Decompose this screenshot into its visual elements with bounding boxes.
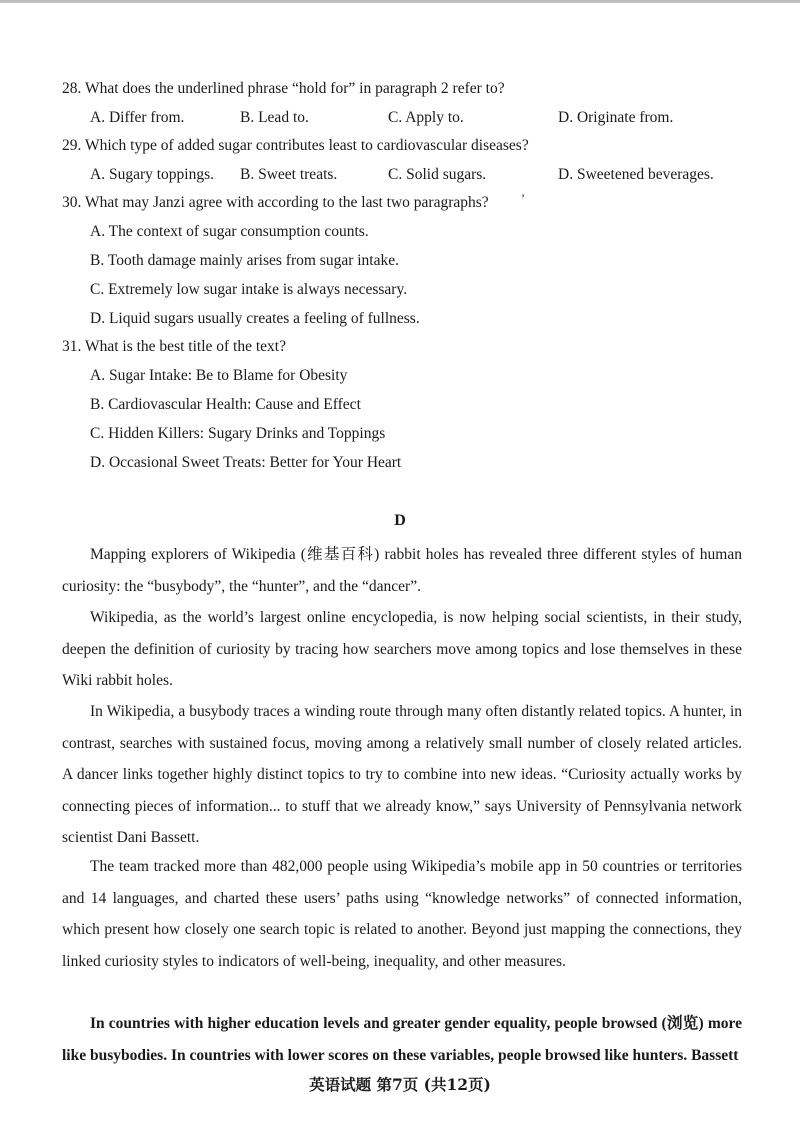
question-30-stem: 30. What may Janzi agree with according to the last two paragraphs? [62,194,489,211]
question-29-option-b: B. Sweet treats. [240,166,338,183]
question-29-option-d: D. Sweetened beverages. [558,166,714,183]
passage-paragraph-4: The team tracked more than 482,000 people using Wikipedia’s mobile app in 50 countries or territories and 14 languages, and charted these users’ paths using “knowledge networks” of connected information, which present how closely one search topic is related to another. Beyond just mapping the connections, they linked curiosity styles to indicators of well-being, inequality, and other measures. [62,858,742,970]
question-28-option-d: D. Originate from. [558,109,674,126]
passage-paragraph-2: Wikipedia, as the world’s largest online encyclopedia, is now helping social scientists, in their study, deepen the definition of curiosity by tracing how searchers move among topics and lose themselves in these Wiki rabbit holes. [62,609,742,689]
question-29-option-c: C. Solid sugars. [388,166,487,183]
question-28-stem: 28. What does the underlined phrase “hold for” in paragraph 2 refer to? [62,80,505,97]
question-28-option-a: A. Differ from. [90,109,185,126]
question-31-stem: 31. What is the best title of the text? [62,338,286,355]
question-29-option-a: A. Sugary toppings. [90,166,214,183]
passage-paragraph-1: Mapping explorers of Wikipedia (维基百科) rabbit holes has revealed three different styles of human curiosity: the “busybody”, the “hunter”, and the “dancer”. [62,546,742,595]
question-30-option-d: D. Liquid sugars usually creates a feeling of fullness. [90,310,420,327]
stray-mark: ’ [521,191,525,205]
question-31-option-a: A. Sugar Intake: Be to Blame for Obesity [90,367,348,384]
question-31-option-d: D. Occasional Sweet Treats: Better for Your Heart [90,454,402,471]
question-30-option-c: C. Extremely low sugar intake is always necessary. [90,281,408,298]
question-28-option-c: C. Apply to. [388,109,464,126]
section-heading: D [394,512,406,529]
question-31-option-c: C. Hidden Killers: Sugary Drinks and Toppings [90,425,386,442]
question-30-option-b: B. Tooth damage mainly arises from sugar intake. [90,252,399,269]
question-28-option-b: B. Lead to. [240,109,309,126]
passage-paragraph-3: In Wikipedia, a busybody traces a winding route through many often distantly related topics. A hunter, in contrast, searches with sustained focus, moving among a relatively small number of closely related articles. A dancer links together highly distinct topics to try to combine into new ideas. “Curiosity actually works by connecting pieces of information... to stuff that we already know,” says University of Pennsylvania network scientist Dani Bassett. [62,703,742,846]
passage-paragraph-5: In countries with higher education levels and greater gender equality, people browsed (浏览) more like busybodies. In countries with lower scores on these variables, people browsed like hunters. Bassett [62,1015,742,1064]
question-31-option-b: B. Cardiovascular Health: Cause and Effect [90,396,361,413]
question-29-stem: 29. Which type of added sugar contributes least to cardiovascular diseases? [62,137,529,154]
question-30-option-a: A. The context of sugar consumption counts. [90,223,369,240]
top-border-line [0,0,800,3]
page-footer: 英语试题 第7页 (共12页) [309,1075,491,1094]
